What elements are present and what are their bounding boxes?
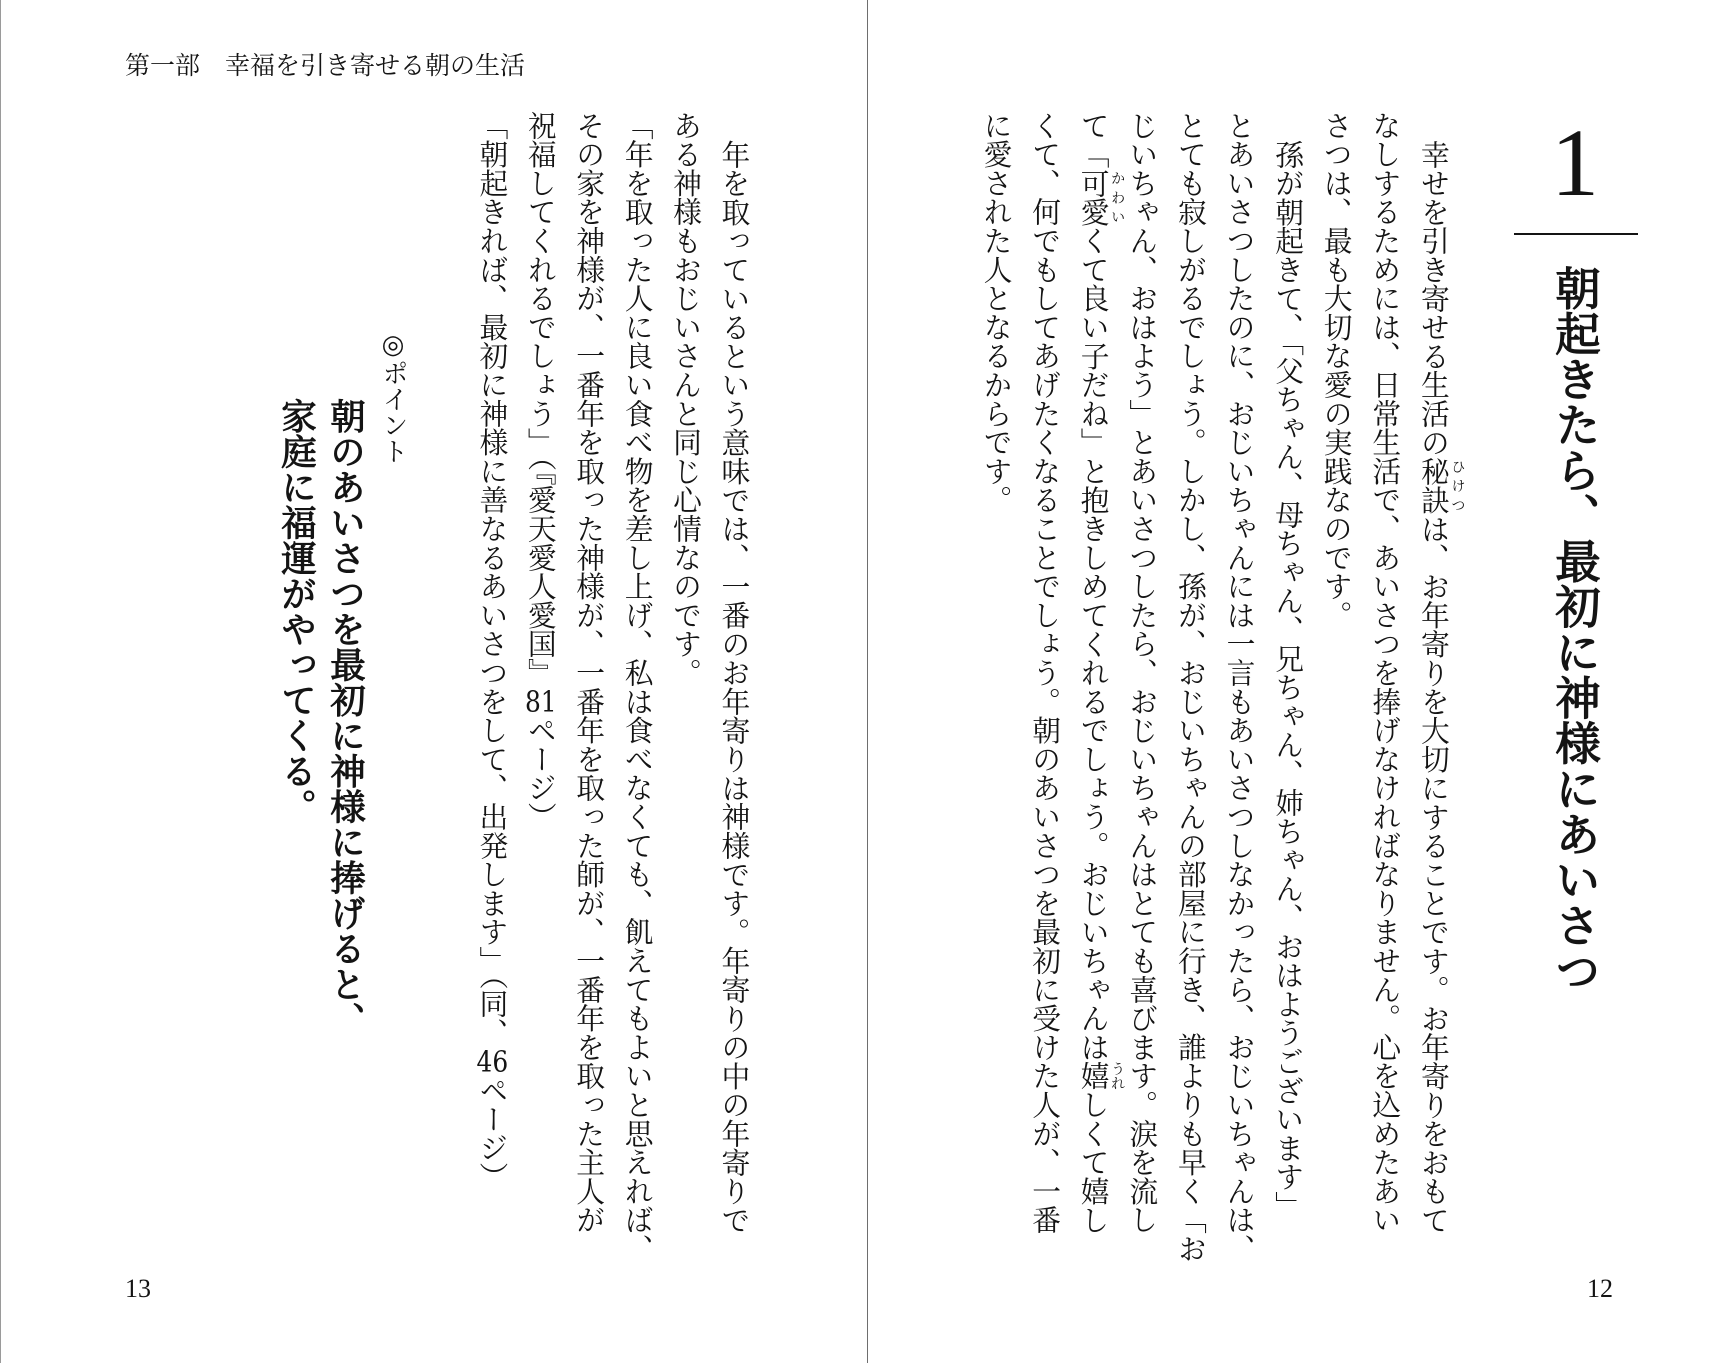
running-head: 第一部 幸福を引き寄せる朝の生活 — [125, 51, 526, 80]
body-column: くて、何でもしてあげたくなることでしょう。朝のあいさつを最初に受けた人が、一番 — [1028, 111, 1063, 1235]
ruby-annotation — [1416, 456, 1465, 515]
body-text: くて良い子だね」と抱きしめてくれるでしょう。おじいちゃんは — [1076, 226, 1111, 1062]
body-text: は、お年寄りを大切にすることです。お年寄りをおもて — [1416, 514, 1451, 1235]
ruby-text: うれ — [1108, 1061, 1125, 1091]
ruby-annotation — [1076, 1061, 1125, 1091]
body-column: とあいさつしたのに、おじいちゃんには一言もあいさつしなかったら、おじいちゃんは、 — [1222, 111, 1257, 1263]
ruby-text: かわい — [1108, 168, 1125, 227]
point-line-1: 朝のあいさつを最初に神様に捧げると、 — [324, 398, 366, 1037]
point-label: ◎ポイント — [378, 330, 408, 464]
right-page — [868, 0, 1733, 1363]
body-column: じいちゃん、おはよう」とあいさつしたら、おじいちゃんはとても喜びます。涙を流し — [1125, 111, 1160, 1235]
citation-text: 祝福してくれるでしょう」（『愛天愛人愛国』 — [523, 111, 558, 687]
ruby-annotation — [1076, 168, 1125, 227]
body-column: とても寂しがるでしょう。しかし、孫が、おじいちゃんの部屋に行き、誰よりも早く「お — [1173, 111, 1208, 1263]
body-text: て「 — [1076, 111, 1111, 169]
page-number-left: 13 — [125, 1274, 151, 1303]
body-column — [1076, 111, 1125, 1235]
citation-text: ページ） — [523, 715, 558, 831]
body-column: なしするためには、日常生活で、あいさつを捧げなければなりません。心を込めたあい — [1368, 111, 1403, 1235]
point-line-2: 家庭に福運がやってくる。 — [275, 398, 317, 824]
ruby-base: 嬉 — [1076, 1061, 1111, 1091]
body-column-citation — [523, 111, 558, 831]
ruby-base: 可愛 — [1076, 168, 1111, 227]
body-column: さつは、最も大切な愛の実践なのです。 — [1319, 111, 1354, 630]
body-column: その家を神様が、一番年を取った神様が、一番年を取った師が、一番年を取った主人が — [572, 111, 607, 1235]
body-column: ある神様もおじいさんと同じ心情なのです。 — [668, 111, 703, 687]
chapter-title: 朝起きたら、最初に神様にあいさつ — [1548, 265, 1602, 993]
citation-text: ページ） — [475, 1075, 510, 1191]
chapter-rule — [1514, 233, 1638, 235]
citation-page-number: 81 — [524, 687, 557, 716]
body-text: 幸せを引き寄せる生活の — [1416, 139, 1451, 457]
body-column-citation — [475, 111, 510, 1191]
citation-page-number: 46 — [476, 1047, 509, 1076]
body-column — [1416, 111, 1465, 1235]
body-column: 孫が朝起きて、「父ちゃん、母ちゃん、兄ちゃん、姉ちゃん、おはようございます」 — [1271, 139, 1306, 1220]
ruby-base: 秘訣 — [1416, 456, 1451, 515]
ruby-text: ひけつ — [1448, 456, 1465, 515]
body-column: 「年を取った人に良い食べ物を差し上げ、私は食べなくても、飢えてもよいと思えれば、 — [620, 111, 655, 1263]
body-text: しくて嬉し — [1076, 1090, 1111, 1235]
body-column: に愛された人となるからです。 — [979, 111, 1014, 515]
page-number-right: 12 — [1587, 1274, 1613, 1303]
chapter-number: 1 — [1551, 109, 1599, 216]
citation-text: 「朝起きれば、最初に神様に善なるあいさつをして、出発します」（同、 — [475, 111, 510, 1047]
body-column: 年を取っているという意味では、一番のお年寄りは神様です。年寄りの中の年寄りで — [717, 139, 752, 1235]
